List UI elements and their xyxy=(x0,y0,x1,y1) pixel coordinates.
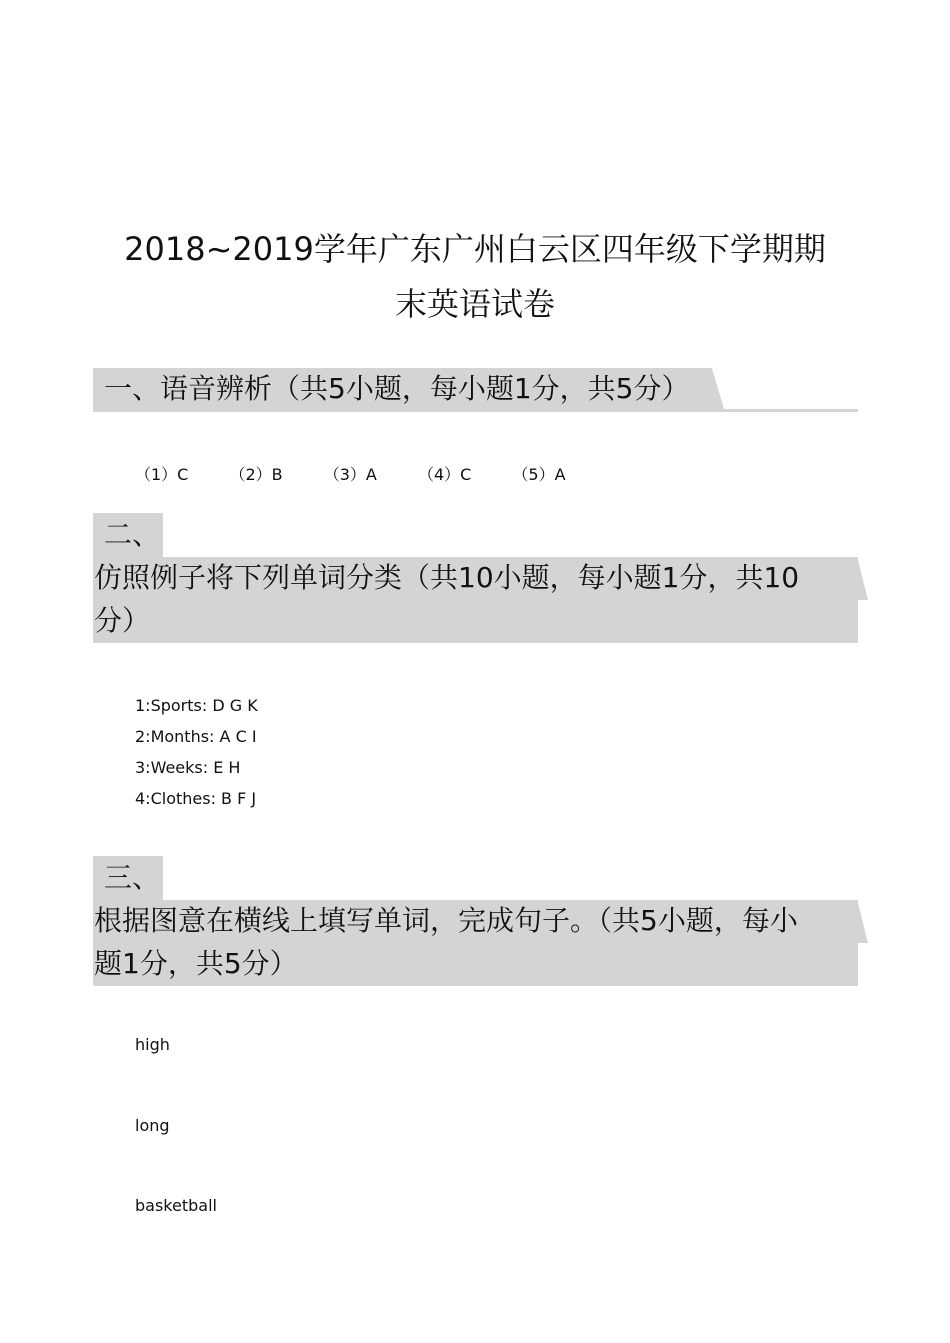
section1-answer-2: （2）B xyxy=(229,465,283,484)
section2-answers xyxy=(135,690,258,814)
section1-answer-1: （1）C xyxy=(135,465,189,484)
section2-answer-2: 2:Months: A C I xyxy=(135,727,257,746)
section2-heading-line-1: 仿照例子将下列单词分类（共10小题，每小题1分，共10 xyxy=(94,561,800,594)
section1-heading-flap xyxy=(702,368,724,409)
section1-answer-5: （5）A xyxy=(512,465,566,484)
section3-heading-line-1: 根据图意在横线上填写单词，完成句子。（共5小题，每小 xyxy=(94,904,798,937)
section1-heading: 一、语音辨析（共5小题，每小题1分，共5分） xyxy=(104,372,690,405)
section2-heading-line-2: 分） xyxy=(94,604,151,637)
section3-answer-3: basketball xyxy=(135,1196,217,1215)
section1-answers xyxy=(135,462,602,485)
title-line-1: 2018~2019学年广东广州白云区四年级下学期期 xyxy=(124,230,826,268)
section1-underline xyxy=(93,409,858,412)
section3-number: 三、 xyxy=(104,861,161,894)
section3-heading xyxy=(94,899,854,985)
section3-answer-1: high xyxy=(135,1035,170,1054)
section2-answer-3: 3:Weeks: E H xyxy=(135,758,241,777)
section1-answer-3: （3）A xyxy=(323,465,377,484)
section2-answer-1: 1:Sports: D G K xyxy=(135,696,258,715)
section1-answer-4: （4）C xyxy=(417,465,472,484)
section2-number: 二、 xyxy=(104,518,161,551)
title-line-2: 末英语试卷 xyxy=(394,285,555,323)
section3-answer-2: long xyxy=(135,1116,170,1135)
section3-heading-line-2: 题1分，共5分） xyxy=(94,947,298,980)
section2-heading-flap xyxy=(850,557,868,600)
section2-answer-4: 4:Clothes: B F J xyxy=(135,789,257,808)
section2-heading xyxy=(94,556,824,642)
document-title xyxy=(95,222,855,332)
